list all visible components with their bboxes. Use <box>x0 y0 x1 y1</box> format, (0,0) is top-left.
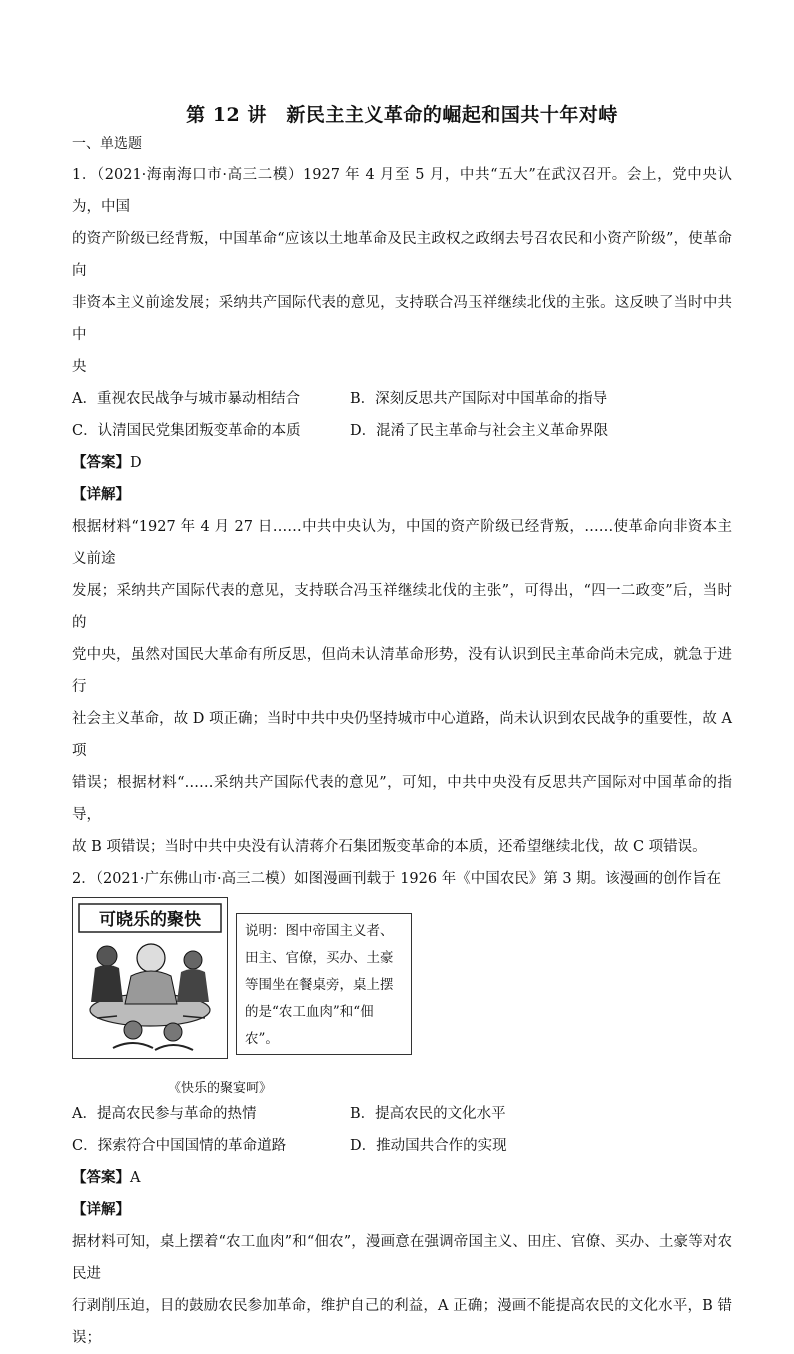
banquet-cartoon-drawing <box>73 898 227 1058</box>
answer-label: 【答案】 <box>72 454 130 471</box>
q1-option-c: C．认清国民党集团叛变革命的本质 <box>72 423 301 439</box>
lesson-title: 第 12 讲 新民主主义革命的崛起和国共十年对峙 <box>186 104 618 126</box>
q1-detail-line: 党中央，虽然对国民大革命有所反思，但尚未认清革命形势，没有认识到民主革命尚未完成，就急于进行 <box>72 647 732 695</box>
section-heading: 一、单选题 <box>72 136 142 152</box>
q1-stem-line: 的资产阶级已经背叛，中国革命“应该以土地革命及民主政权之政纲去号召农民和小资产阶级”，使革命向 <box>72 231 732 279</box>
q2-answer <box>72 1162 732 1194</box>
q1-detail-label: 【详解】 <box>72 486 130 503</box>
answer-label: 【答案】 <box>72 1169 130 1186</box>
q2-detail-line: 行剥削压迫，目的鼓励农民参加革命，维护自己的利益，A 正确；漫画不能提高农民的文化水平，B 错误； <box>72 1298 732 1346</box>
cartoon-image <box>72 897 228 1059</box>
q2-detail-label: 【详解】 <box>72 1201 130 1218</box>
q1-stem-line: 1．（2021·海南海口市·高三二模）1927 年 4 月至 5 月，中共“五大”在武汉召开。会上，党中央认为，中国 <box>72 167 732 215</box>
q1-options <box>72 383 732 447</box>
q2-option-b: B．提高农民的文化水平 <box>350 1106 506 1122</box>
q1-option-b: B．深刻反思共产国际对中国革命的指导 <box>350 391 608 407</box>
answer-value: A <box>130 1170 141 1186</box>
cartoon-caption: 《快乐的聚宴呵》 <box>168 1081 273 1096</box>
q1-option-a: A．重视农民战争与城市暴动相结合 <box>72 391 300 407</box>
q1-detail-line: 根据材料“1927 年 4 月 27 日……中共中央认为，中国的资产阶级已经背叛，……使革命向非资本主义前途 <box>72 519 732 567</box>
q1-option-d: D．混淆了民主革命与社会主义革命界限 <box>350 423 609 439</box>
q2-figure <box>72 897 732 1067</box>
q1-detail-line: 社会主义革命，故 D 项正确；当时中共中央仍坚持城市中心道路，尚未认识到农民战争的重要性，故 A 项 <box>72 711 732 759</box>
q1-stem-line: 央 <box>72 359 87 375</box>
document-page <box>72 100 732 1354</box>
question-2 <box>72 863 732 1354</box>
q1-answer <box>72 447 732 479</box>
q2-stem: 2．（2021·广东佛山市·高三二模）如图漫画刊载于 1926 年《中国农民》第 3 期。该漫画的创作旨在 <box>72 871 722 887</box>
q2-options <box>72 1098 732 1162</box>
q2-detail-line: 据材料可知，桌上摆着“农工血肉”和“佃农”，漫画意在强调帝国主义、田庄、官僚、买办、土豪等对农民进 <box>72 1234 732 1282</box>
q1-stem-line: 非资本主义前途发展；采纳共产国际代表的意见，支持联合冯玉祥继续北伐的主张。这反映了当时中共中 <box>72 295 732 343</box>
question-1 <box>72 159 732 863</box>
q2-option-c: C．探索符合中国国情的革命道路 <box>72 1138 287 1154</box>
q1-detail-line: 发展；采纳共产国际代表的意见，支持联合冯玉祥继续北伐的主张”，可得出，“四一二政变”后，当时的 <box>72 583 732 631</box>
q2-option-a: A．提高农民参与革命的热情 <box>72 1106 257 1122</box>
q1-detail-line: 错误；根据材料“……采纳共产国际代表的意见”，可知，中共中央没有反思共产国际对中国革命的指导， <box>72 775 732 823</box>
cartoon-note: 说明：图中帝国主义者、田主、官僚，买办、土豪等围坐在餐桌旁，桌上摆的是“农工血肉”和“佃农”。 <box>236 913 412 1055</box>
answer-value: D <box>130 455 142 471</box>
q1-detail-line: 故 B 项错误；当时中共中央没有认清蒋介石集团叛变革命的本质，还希望继续北伐，故 C 项错误。 <box>72 839 707 855</box>
cartoon-title-text: 可晓乐的聚快 <box>99 910 201 930</box>
q2-option-d: D．推动国共合作的实现 <box>350 1138 507 1154</box>
